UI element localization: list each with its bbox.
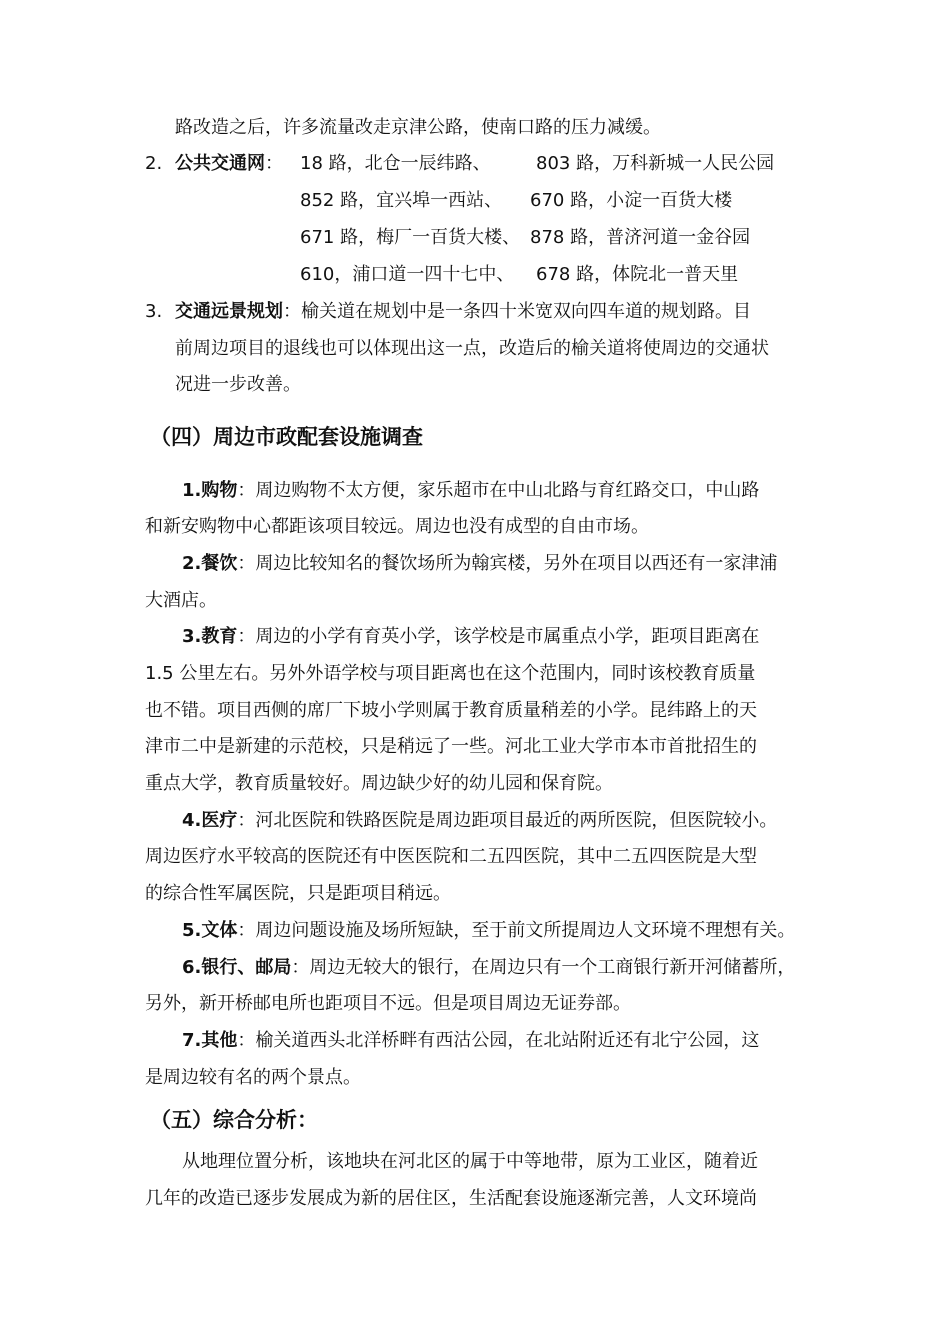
item-label: 6.银行、邮局 [182,957,292,978]
paragraph-line: 周边医疗水平较高的医院还有中医医院和二五四医院，其中二五四医院是大型 [145,846,757,867]
paragraph-text: ：榆关道西头北洋桥畔有西沽公园，在北站附近还有北宁公园，这 [237,1030,760,1051]
paragraph-line: 大酒店。 [145,590,217,611]
paragraph-text: ：周边无较大的银行，在周边只有一个工商银行新开河储蓄所， [291,957,796,978]
paragraph-line: 重点大学，教育质量较好。周边缺少好的幼儿园和保育院。 [145,773,613,794]
bus-route: 671 路，梅厂一百货大楼、 [300,227,521,248]
paragraph-line: 的综合性军属医院，只是距项目稍远。 [145,883,451,904]
paragraph-line: 另外，新开桥邮电所也距项目不远。但是项目周边无证券部。 [145,993,631,1014]
bus-route: 878 路，普济河道一金谷园 [530,227,751,248]
paragraph-line: 况进一步改善。 [175,374,301,395]
paragraph-line: 津市二中是新建的示范校，只是稍远了一些。河北工业大学市本市首批招生的 [145,736,757,757]
item-label: 5.文体 [182,920,238,941]
item-label: 3.教育 [182,626,238,647]
public-transit-label: 公共交通网 [175,153,265,174]
facility-item-bank-post [182,956,795,980]
paragraph-text: ：周边问题设施及场所短缺，至于前文所提周边人文环境不理想有关。 [237,920,796,941]
section-heading: （五）综合分析： [150,1108,318,1132]
bus-route: 678 路，体院北一普天里 [536,264,739,285]
item-number: 2. [145,153,163,174]
paragraph-line: 也不错。项目西侧的席厂下坡小学则属于教育质量稍差的小学。昆纬路上的天 [145,700,757,721]
paragraph-text: ：周边比较知名的餐饮场所为翰宾楼，另外在项目以西还有一家津浦 [237,553,778,574]
traffic-line-continuation: 路改造之后，许多流量改走京津公路，使南口路的压力减缓。 [175,117,661,138]
item-label: 2.餐饮 [182,553,238,574]
item-label: 1.购物 [182,480,238,501]
item-label: 7.其他 [182,1030,238,1051]
label-colon: ： [265,153,283,174]
paragraph-text: ：榆关道在规划中是一条四十米宽双向四车道的规划路。目 [283,301,751,322]
paragraph-line: 和新安购物中心都距该项目较远。周边也没有成型的自由市场。 [145,516,649,537]
bus-route: 852 路，宜兴埠一西站、 [300,190,503,211]
paragraph-text: ：河北医院和铁路医院是周边距项目最近的两所医院，但医院较小。 [237,810,778,831]
bus-route: 670 路，小淀一百货大楼 [530,190,733,211]
item-number: 3. [145,301,163,322]
traffic-planning-label: 交通远景规划 [175,301,283,322]
paragraph-line: 从地理位置分析，该地块在河北区的属于中等地带，原为工业区，随着近 [182,1151,758,1172]
facility-item-dining [182,552,777,576]
facility-item-shopping [182,479,759,503]
facility-item-culture-sports [182,919,795,943]
bus-route: 610，浦口道一四十七中、 [300,264,515,285]
facility-item-other [182,1029,759,1053]
item-label: 4.医疗 [182,810,238,831]
facility-item-medical [182,809,777,833]
section-heading: （四）周边市政配套设施调查 [150,425,423,449]
paragraph-line: 是周边较有名的两个景点。 [145,1067,361,1088]
paragraph-line: 1.5 公里左右。另外外语学校与项目距离也在这个范围内，同时该校教育质量 [145,663,756,684]
paragraph-text: ：周边购物不太方便，家乐超市在中山北路与育红路交口，中山路 [237,480,760,501]
paragraph-line: 几年的改造已逐步发展成为新的居住区，生活配套设施逐渐完善，人文环境尚 [145,1188,757,1209]
bus-route: 803 路，万科新城一人民公园 [536,153,775,174]
paragraph-text: ：周边的小学有育英小学，该学校是市属重点小学，距项目距离在 [237,626,760,647]
facility-item-education [182,625,759,649]
traffic-planning-item [145,300,751,324]
paragraph-line: 前周边项目的退线也可以体现出这一点，改造后的榆关道将使周边的交通状 [175,338,769,359]
public-transit-item [145,152,283,176]
bus-route: 18 路，北仓一辰纬路、 [300,153,491,174]
